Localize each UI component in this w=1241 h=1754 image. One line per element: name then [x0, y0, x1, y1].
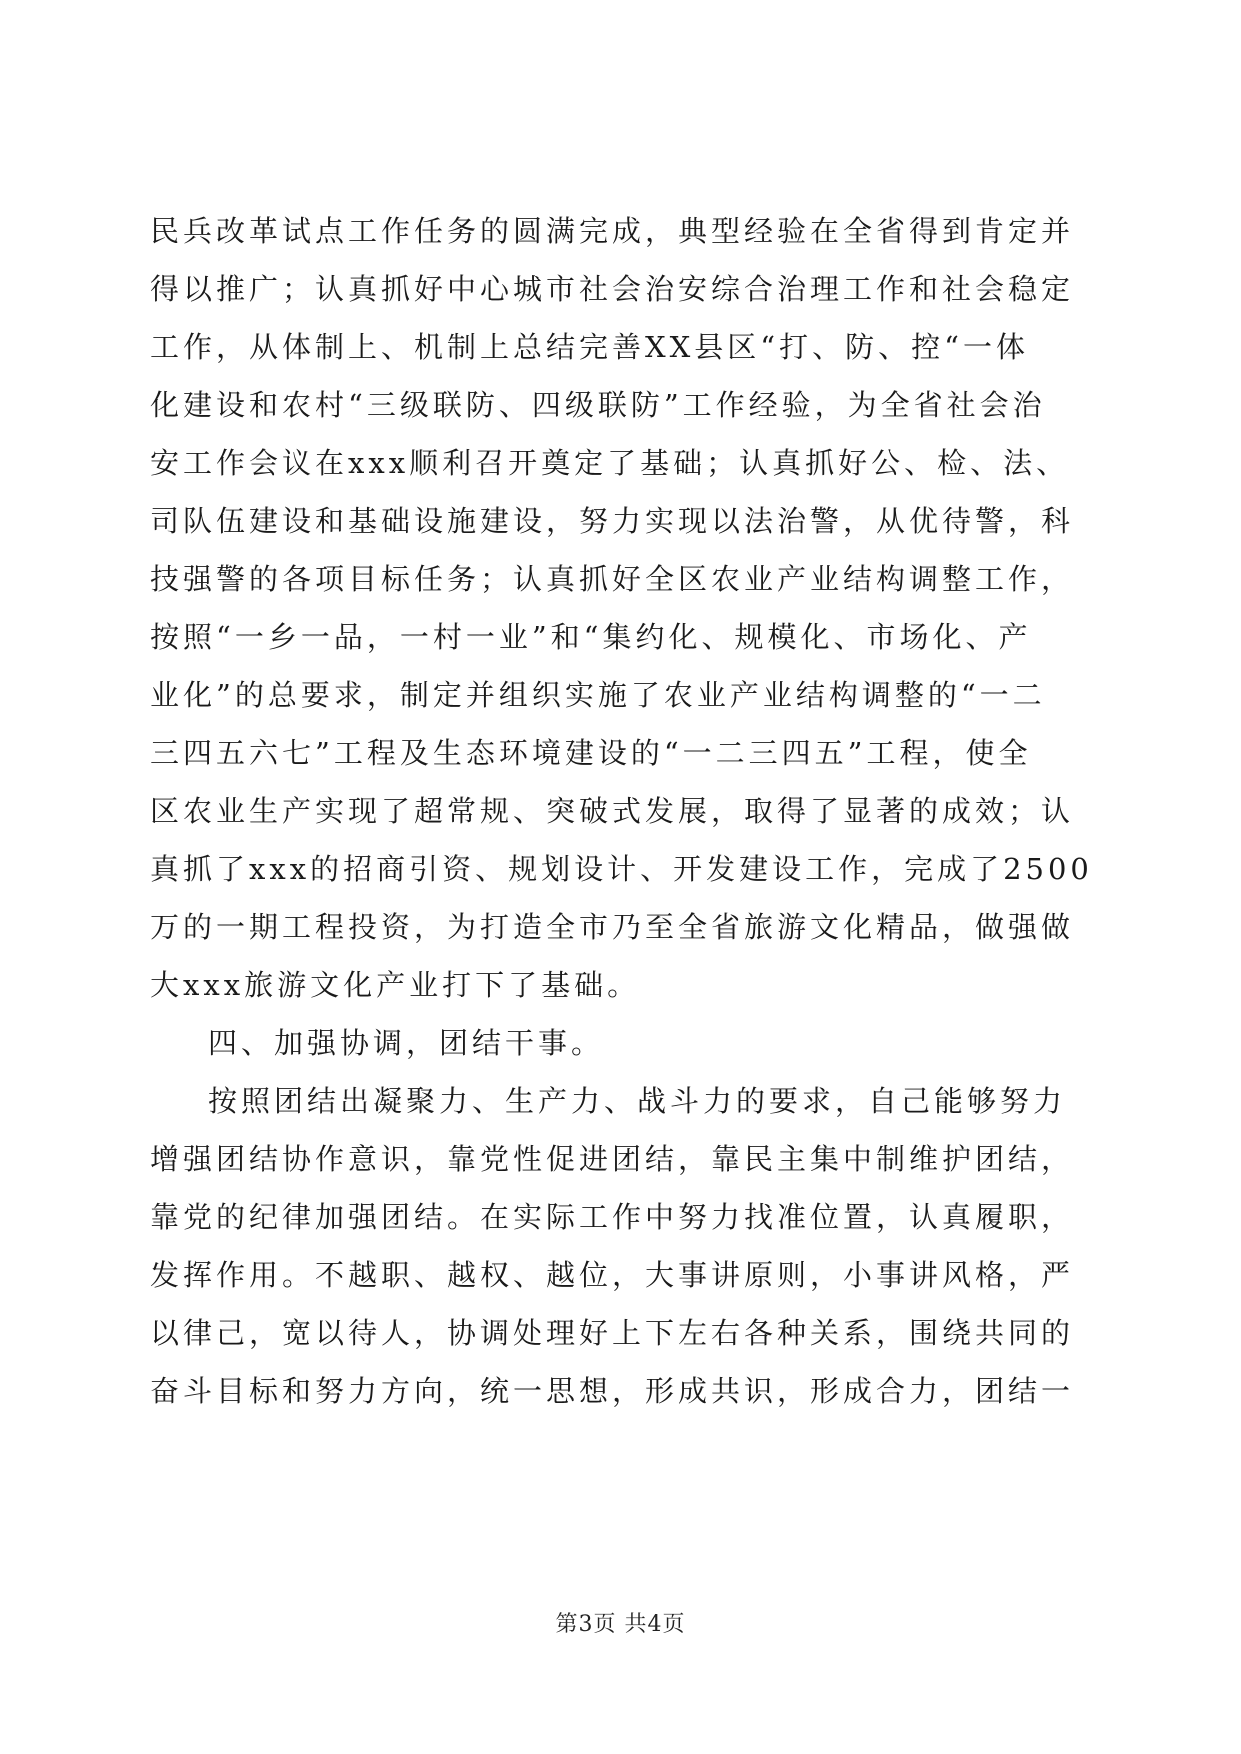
text-line: 万的一期工程投资，为打造全市乃至全省旅游文化精品，做强做: [150, 910, 1075, 944]
text-line: 区农业生产实现了超常规、突破式发展，取得了显著的成效；认: [150, 794, 1075, 828]
paragraph-start-line: 按照团结出凝聚力、生产力、战斗力的要求，自己能够努力: [208, 1084, 1067, 1118]
text-line: 发挥作用。不越职、越权、越位，大事讲原则，小事讲风格，严: [150, 1258, 1075, 1292]
text-line: 奋斗目标和努力方向，统一思想，形成共识，形成合力，团结一: [150, 1374, 1075, 1408]
text-line: 真抓了xxx的招商引资、规划设计、开发建设工作，完成了2500: [150, 852, 1093, 886]
text-line: 民兵改革试点工作任务的圆满完成，典型经验在全省得到肯定并: [150, 214, 1075, 248]
text-line: 安工作会议在xxx顺利召开奠定了基础；认真抓好公、检、法、: [150, 446, 1070, 480]
text-line: 增强团结协作意识，靠党性促进团结，靠民主集中制维护团结，: [150, 1142, 1075, 1176]
text-line: 技强警的各项目标任务；认真抓好全区农业产业结构调整工作，: [150, 562, 1075, 596]
text-line: 司队伍建设和基础设施建设，努力实现以法治警，从优待警，科: [150, 504, 1075, 538]
text-line: 三四五六七”工程及生态环境建设的“一二三四五”工程，使全: [150, 736, 1032, 770]
text-line: 化建设和农村“三级联防、四级联防”工作经验，为全省社会治: [150, 388, 1046, 422]
text-line: 工作，从体制上、机制上总结完善XX县区“打、防、控“一体: [150, 330, 1029, 364]
section-heading: 四、加强协调，团结干事。: [208, 1026, 605, 1060]
page-number-footer: 第3页 共4页: [555, 1612, 686, 1637]
text-line: 按照“一乡一品，一村一业”和“集约化、规模化、市场化、产: [150, 620, 1032, 654]
body-text: [150, 202, 1093, 1420]
text-line: 得以推广；认真抓好中心城市社会治安综合治理工作和社会稳定: [150, 272, 1075, 306]
text-line: 靠党的纪律加强团结。在实际工作中努力找准位置，认真履职，: [150, 1200, 1075, 1234]
text-line: 以律己，宽以待人，协调处理好上下左右各种关系，围绕共同的: [150, 1316, 1075, 1350]
text-line: 业化”的总要求，制定并组织实施了农业产业结构调整的“一二: [150, 678, 1046, 712]
text-line: 大xxx旅游文化产业打下了基础。: [150, 968, 641, 1002]
